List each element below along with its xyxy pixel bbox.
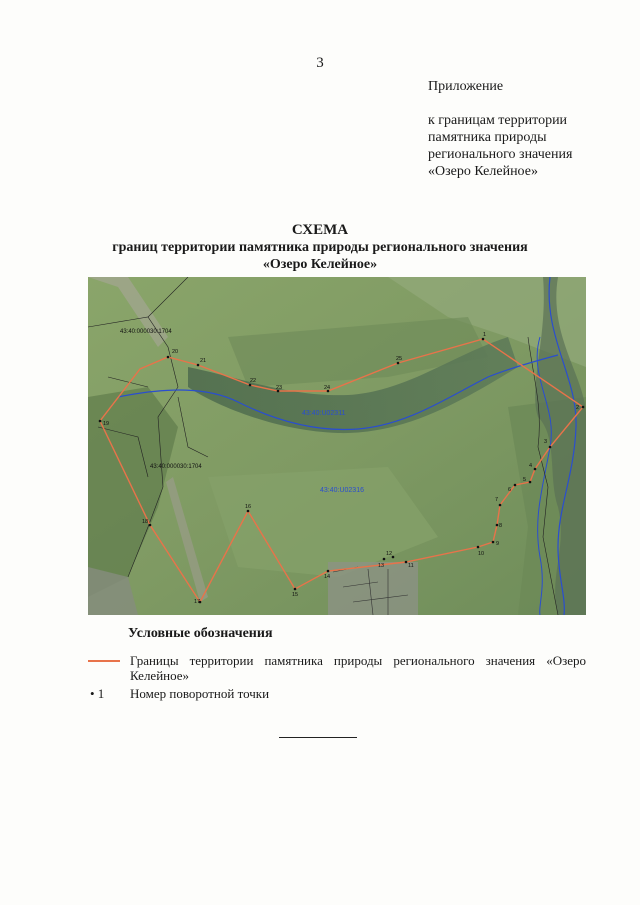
appendix-title: Приложение: [428, 79, 504, 94]
appendix-block: [428, 78, 572, 180]
point-label: 1: [483, 332, 487, 338]
boundary-point: [99, 420, 102, 423]
boundary-point: [397, 362, 400, 365]
point-label: 15: [292, 592, 299, 598]
appendix-line: памятника природы: [428, 130, 547, 145]
boundary-point: [477, 546, 480, 549]
point-label: 25: [396, 356, 403, 362]
boundary-point: [294, 588, 297, 591]
point-label: 16: [245, 504, 252, 510]
legend-point-symbol: • 1: [90, 686, 105, 701]
territory-map: [88, 277, 586, 615]
boundary-point: [405, 561, 408, 564]
point-label: 4: [529, 463, 533, 469]
point-label: 7: [495, 497, 499, 503]
point-label: 8: [499, 523, 503, 529]
boundary-point: [167, 356, 170, 359]
point-label: 18: [142, 519, 149, 525]
cadastral-label-territory: 43:40:U02316: [320, 487, 364, 494]
scheme-subtitle-line1: границ территории памятника природы регионального значения: [112, 240, 528, 255]
appendix-line: регионального значения: [428, 147, 573, 162]
boundary-point: [247, 510, 250, 513]
point-label: 13: [378, 563, 385, 569]
boundary-point: [534, 468, 537, 471]
boundary-point: [149, 524, 152, 527]
scheme-subtitle-line2: «Озеро Келейное»: [262, 257, 378, 272]
point-label: 9: [496, 541, 500, 547]
legend-boundary-swatch: [88, 660, 120, 662]
cadastral-label-parcel-top: 43:40:000030:1704: [120, 329, 172, 335]
point-label: 19: [103, 421, 110, 427]
appendix-line: к границам территории: [428, 113, 568, 128]
point-label: 11: [408, 563, 414, 569]
point-label: 14: [324, 574, 331, 580]
point-label: 24: [324, 385, 331, 391]
point-label: 23: [276, 385, 283, 391]
point-label: 21: [200, 358, 207, 364]
boundary-point: [514, 484, 517, 487]
legend-boundary-text: Границы территории памятника природы регионального значения «Озеро Келейное»: [130, 653, 586, 683]
point-label: 6: [508, 487, 512, 493]
boundary-point: [549, 446, 552, 449]
legend-point-text: Номер поворотной точки: [130, 686, 270, 701]
scheme-heading: [0, 222, 640, 273]
point-label: 10: [478, 551, 485, 557]
point-label: 17: [194, 599, 201, 605]
cadastral-label-parcel-mid: 43:40:000030:1704: [150, 464, 202, 470]
cadastral-label-lake: 43:40:U02311: [302, 410, 346, 417]
boundary-point: [482, 338, 485, 341]
boundary-point: [197, 364, 200, 367]
point-label: 20: [172, 349, 179, 355]
boundary-point: [496, 524, 499, 527]
boundary-point: [492, 541, 495, 544]
appendix-line: «Озеро Келейное»: [428, 164, 538, 179]
legend-title: Условные обозначения: [128, 626, 273, 641]
end-rule: [279, 737, 357, 738]
boundary-point: [529, 481, 532, 484]
point-label: 22: [250, 378, 257, 384]
point-label: 3: [544, 439, 548, 445]
boundary-point: [383, 558, 386, 561]
page-number: 3: [316, 55, 324, 71]
boundary-point: [249, 384, 252, 387]
scheme-title: СХЕМА: [291, 222, 349, 238]
point-label: 5: [523, 477, 527, 483]
boundary-point: [582, 406, 585, 409]
point-label: 2: [576, 405, 580, 411]
boundary-point: [327, 570, 330, 573]
point-label: 12: [386, 551, 393, 557]
boundary-point: [499, 504, 502, 507]
